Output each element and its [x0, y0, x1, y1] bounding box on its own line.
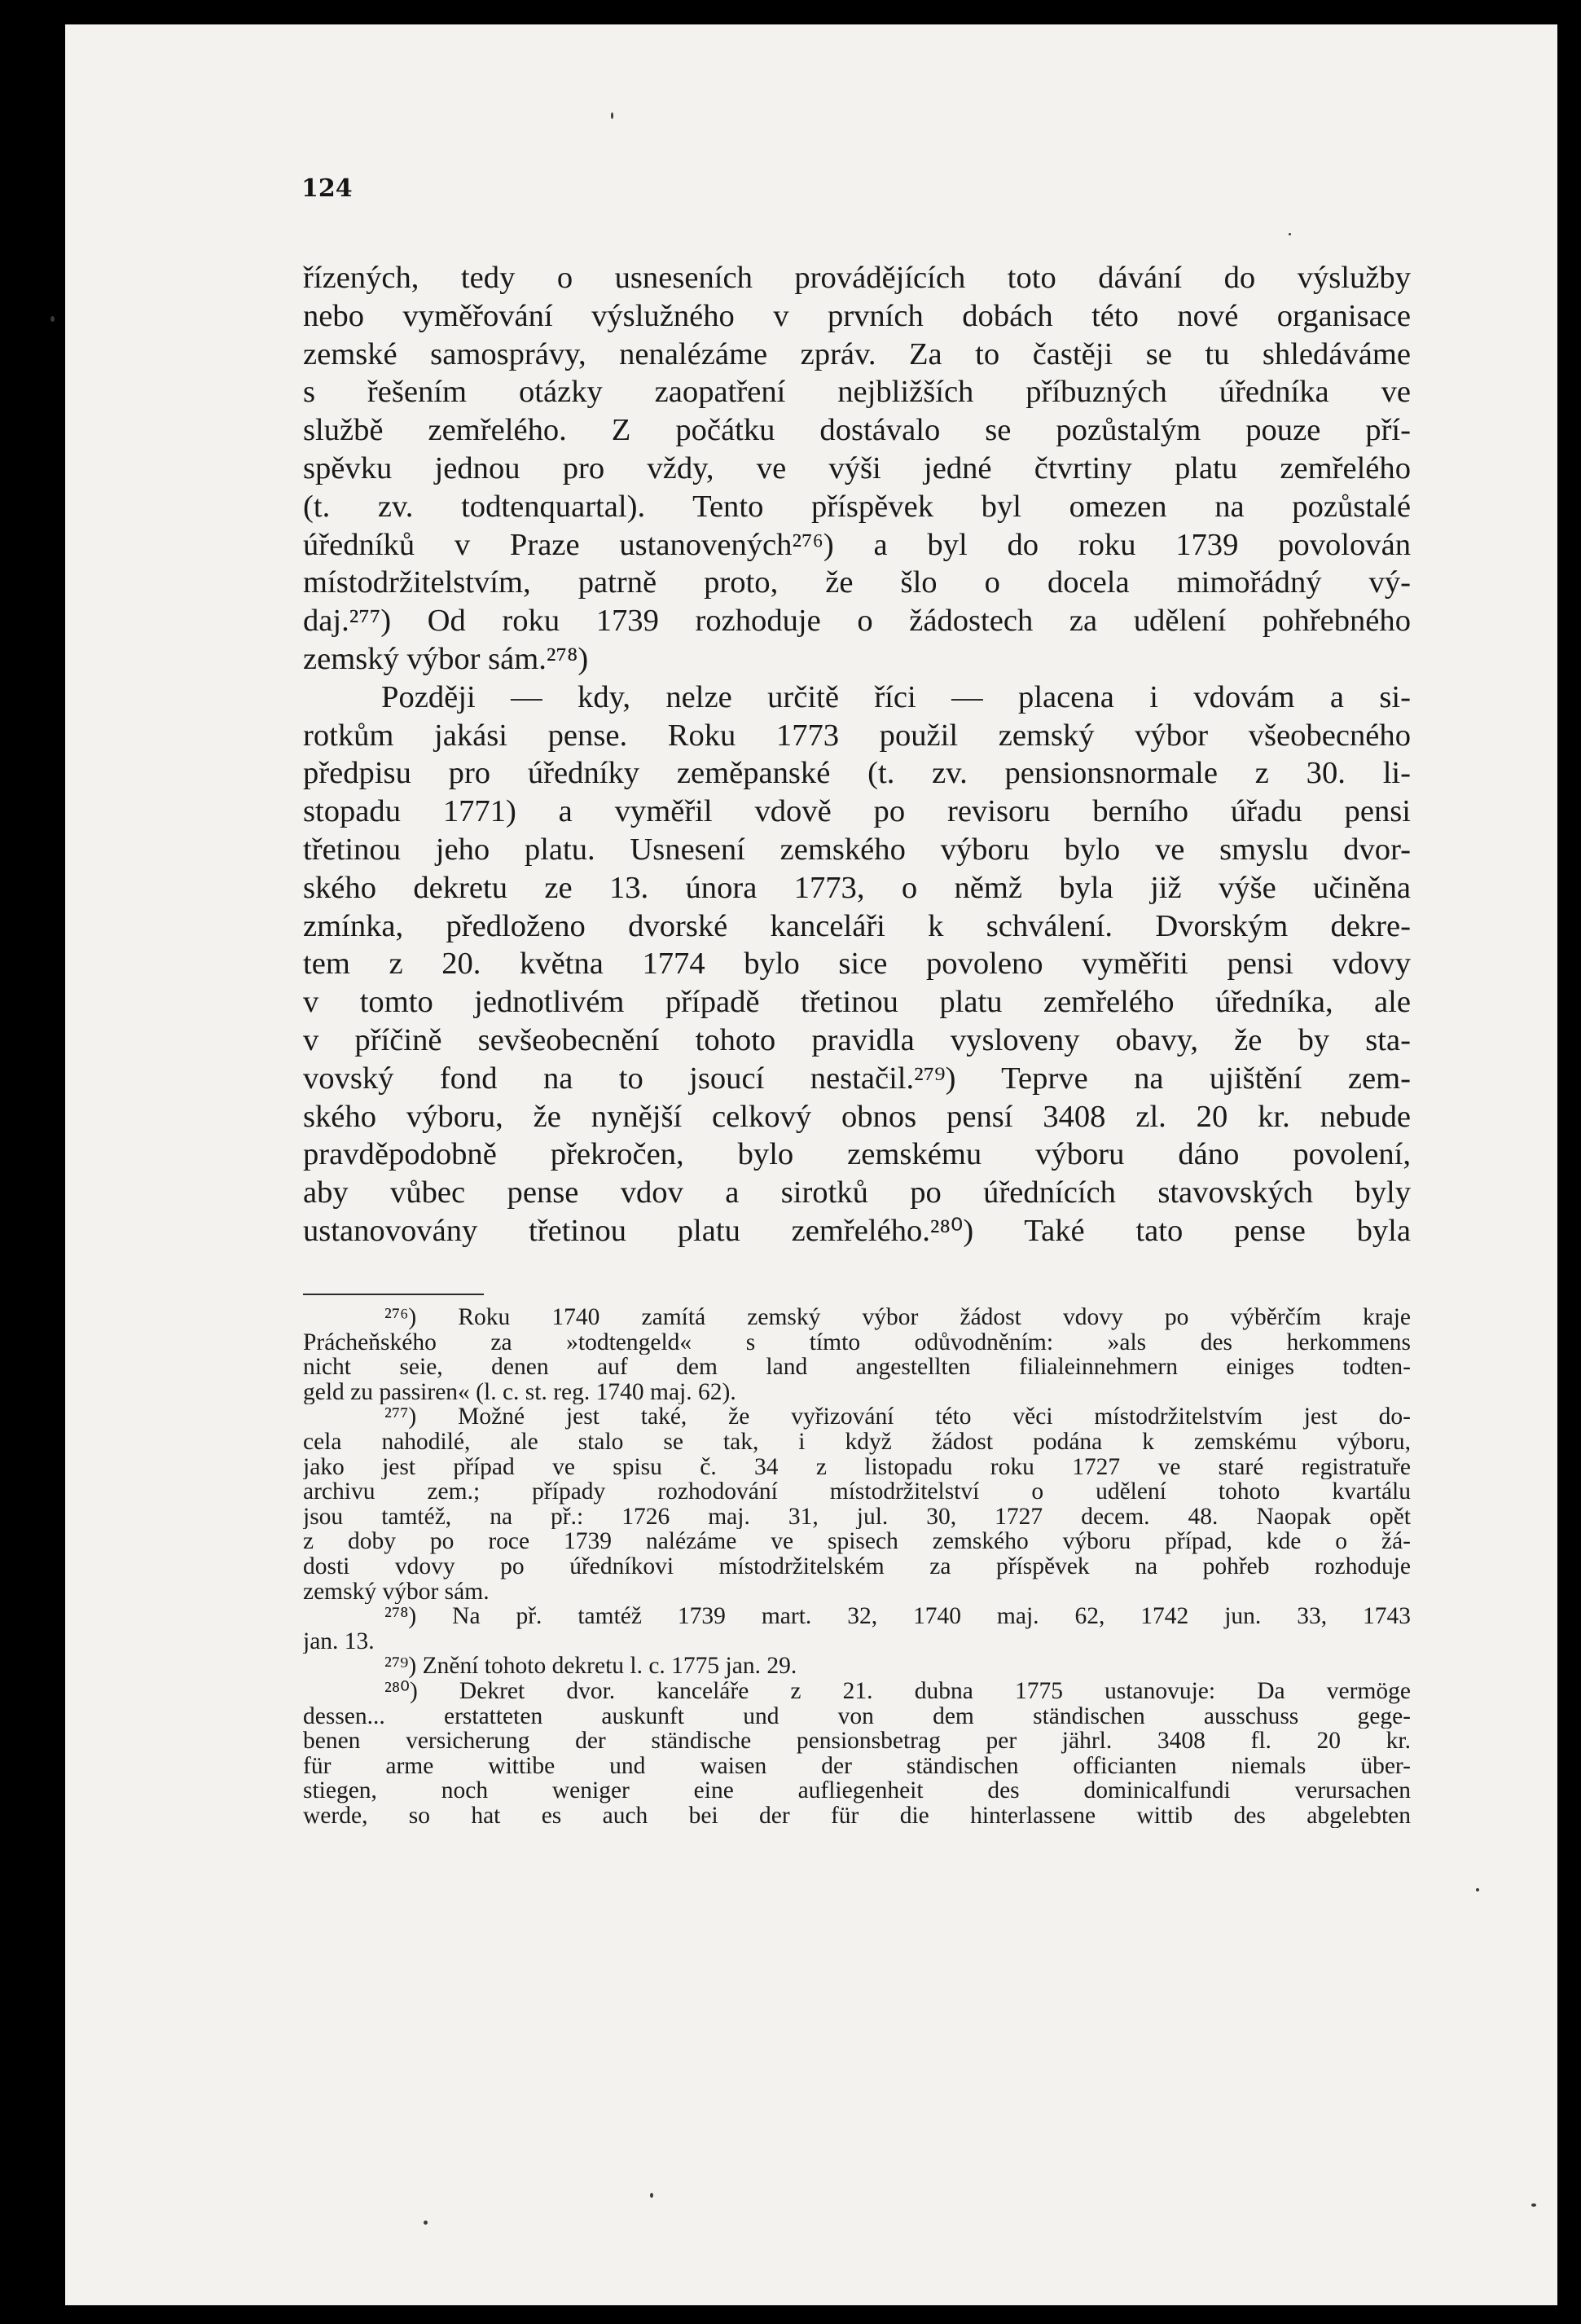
- footnote-line: archivu zem.; případy rozhodování místodržitelství o udělení tohoto kvartálu: [303, 1479, 1411, 1505]
- footnote-line: Prácheňského za »todtengeld« s tímto odůvodněním: »als des herkommens: [303, 1329, 1411, 1355]
- text-line: třetinou jeho platu. Usnesení zemského výboru bylo ve smyslu dvor-: [303, 832, 1411, 867]
- footnote-line: werde, so hat es auch bei der für die hinterlassene wittib des abgelebten: [303, 1803, 1411, 1829]
- text-line: s řešením otázky zaopatření nejbližších příbuzných úředníka ve: [303, 375, 1411, 410]
- text-line: stopadu 1771) a vyměřil vdově po revisoru berního úřadu pensi: [303, 794, 1411, 829]
- text-line: úředníků v Praze ustanovených²⁷⁶) a byl do roku 1739 povolován: [303, 527, 1411, 562]
- text-line: Později — kdy, nelze určitě říci — placena i vdovám a si-: [381, 679, 1411, 714]
- footnote-line: benen versicherung der ständische pensionsbetrag per jährl. 3408 fl. 20 kr.: [303, 1729, 1411, 1754]
- text-line: ustanovovány třetinou platu zemřelého.²⁸⁰) Také tato pense byla: [303, 1213, 1411, 1248]
- footnote-279: [303, 1654, 1411, 1679]
- footnote-276: [303, 1305, 1411, 1404]
- scan-speck: [1289, 233, 1291, 235]
- footnote-rule: [303, 1294, 484, 1295]
- text-line: zemský výbor sám.²⁷⁸): [303, 641, 589, 676]
- scan-speck: [1531, 2203, 1536, 2207]
- footnote-line: nicht seie, denen auf dem land angestellten filialeinnehmern einiges todten-: [303, 1355, 1411, 1380]
- scan-speck: [424, 2221, 428, 2225]
- footnote-line: geld zu passiren« (l. c. st. reg. 1740 maj. 62).: [303, 1379, 736, 1405]
- footnote-280: [303, 1679, 1411, 1829]
- footnote-line: stiegen, noch weniger eine aufliegenheit des dominicalfundi verursachen: [303, 1778, 1411, 1803]
- footnote-278: [303, 1604, 1411, 1654]
- page-number: 124: [301, 174, 353, 203]
- main-text: [303, 259, 1411, 1250]
- footnote-line: zemský výbor sám.: [303, 1579, 490, 1605]
- text-line: řízených, tedy o usneseních provádějících toto dávání do výslužby: [303, 261, 1411, 295]
- footnote-line: jsou tamtéž, na př.: 1726 maj. 31, jul. 30, 1727 decem. 48. Naopak opět: [303, 1504, 1411, 1530]
- paragraph-2: [303, 679, 1411, 1250]
- footnote-277: [303, 1404, 1411, 1604]
- footnote-line: dosti vdovy po úředníkovi místodržitelském za příspěvek na pohřeb rozhoduje: [303, 1553, 1411, 1579]
- scan-speck: [611, 112, 613, 119]
- text-line: zemské samosprávy, nenalézáme zpráv. Za to častěji se tu shledáváme: [303, 336, 1411, 371]
- footnote-line: ²⁷⁶) Roku 1740 zamítá zemský výbor žádost vdovy po výběrčím kraje: [384, 1305, 1411, 1330]
- text-line: spěvku jednou pro vždy, ve výši jedné čtvrtiny platu zemřelého: [303, 450, 1411, 485]
- footnote-line: ²⁷⁸) Na př. tamtéž 1739 mart. 32, 1740 maj. 62, 1742 jun. 33, 1743: [384, 1604, 1411, 1629]
- text-line: nebo vyměřování výslužného v prvních dobách této nové organisace: [303, 298, 1411, 333]
- paragraph-1: [303, 259, 1411, 679]
- footnote-line: z doby po roce 1739 nalézáme ve spisech zemského výboru případ, kde o žá-: [303, 1529, 1411, 1554]
- scan-speck: [1476, 1888, 1479, 1891]
- text-line: ského výboru, že nynější celkový obnos pensí 3408 zl. 20 kr. nebude: [303, 1099, 1411, 1134]
- text-line: aby vůbec pense vdov a sirotků po úřednících stavovských byly: [303, 1175, 1411, 1210]
- text-line: tem z 20. května 1774 bylo sice povoleno vyměřiti pensi vdovy: [303, 947, 1411, 982]
- footnote-line: für arme wittibe und waisen der ständischen officianten niemals über-: [303, 1753, 1411, 1779]
- text-line: v tomto jednotlivém případě třetinou platu zemřelého úředníka, ale: [303, 985, 1411, 1020]
- text-line: (t. zv. todtenquartal). Tento příspěvek byl omezen na pozůstalé: [303, 489, 1411, 524]
- text-line: daj.²⁷⁷) Od roku 1739 rozhoduje o žádostech za udělení pohřebného: [303, 604, 1411, 639]
- text-line: zmínka, předloženo dvorské kanceláři k schválení. Dvorským dekre-: [303, 908, 1411, 943]
- footnote-line: jako jest případ ve spisu č. 34 z listopadu roku 1727 ve staré registratuře: [303, 1454, 1411, 1480]
- footnote-line: ²⁷⁷) Možné jest také, že vyřizování této věci místodržitelstvím jest do-: [384, 1404, 1411, 1430]
- footnote-line: jan. 13.: [303, 1628, 375, 1654]
- scan-speck: [51, 316, 55, 322]
- text-line: službě zemřelého. Z počátku dostávalo se pozůstalým pouze pří-: [303, 413, 1411, 448]
- footnotes: [303, 1305, 1411, 1828]
- footnote-line: cela nahodilé, ale stalo se tak, i když žádost podána k zemskému výboru,: [303, 1429, 1411, 1455]
- text-line: vovský fond na to jsoucí nestačil.²⁷⁹) Teprve na ujištění zem-: [303, 1061, 1411, 1096]
- footnote-line: ²⁸⁰) Dekret dvor. kanceláře z 21. dubna 1775 ustanovuje: Da vermöge: [384, 1678, 1411, 1704]
- text-line: ského dekretu ze 13. února 1773, o němž byla již výše učiněna: [303, 870, 1411, 905]
- text-line: pravděpodobně překročen, bylo zemskému výboru dáno povolení,: [303, 1137, 1411, 1172]
- text-line: rotkům jakási pense. Roku 1773 použil zemský výbor všeobecného: [303, 718, 1411, 753]
- footnote-line: dessen... erstatteten auskunft und von dem ständischen ausschuss gege-: [303, 1703, 1411, 1729]
- text-line: místodržitelstvím, patrně proto, že šlo o docela mimořádný vý-: [303, 565, 1411, 600]
- text-line: předpisu pro úředníky zeměpanské (t. zv. pensionsnormale z 30. li-: [303, 756, 1411, 791]
- scan-speck: [650, 2193, 653, 2198]
- text-line: v příčině sevšeobecnění tohoto pravidla vysloveny obavy, že by sta-: [303, 1022, 1411, 1057]
- footnote-line: ²⁷⁹) Znění tohoto dekretu l. c. 1775 jan. 29.: [384, 1654, 797, 1679]
